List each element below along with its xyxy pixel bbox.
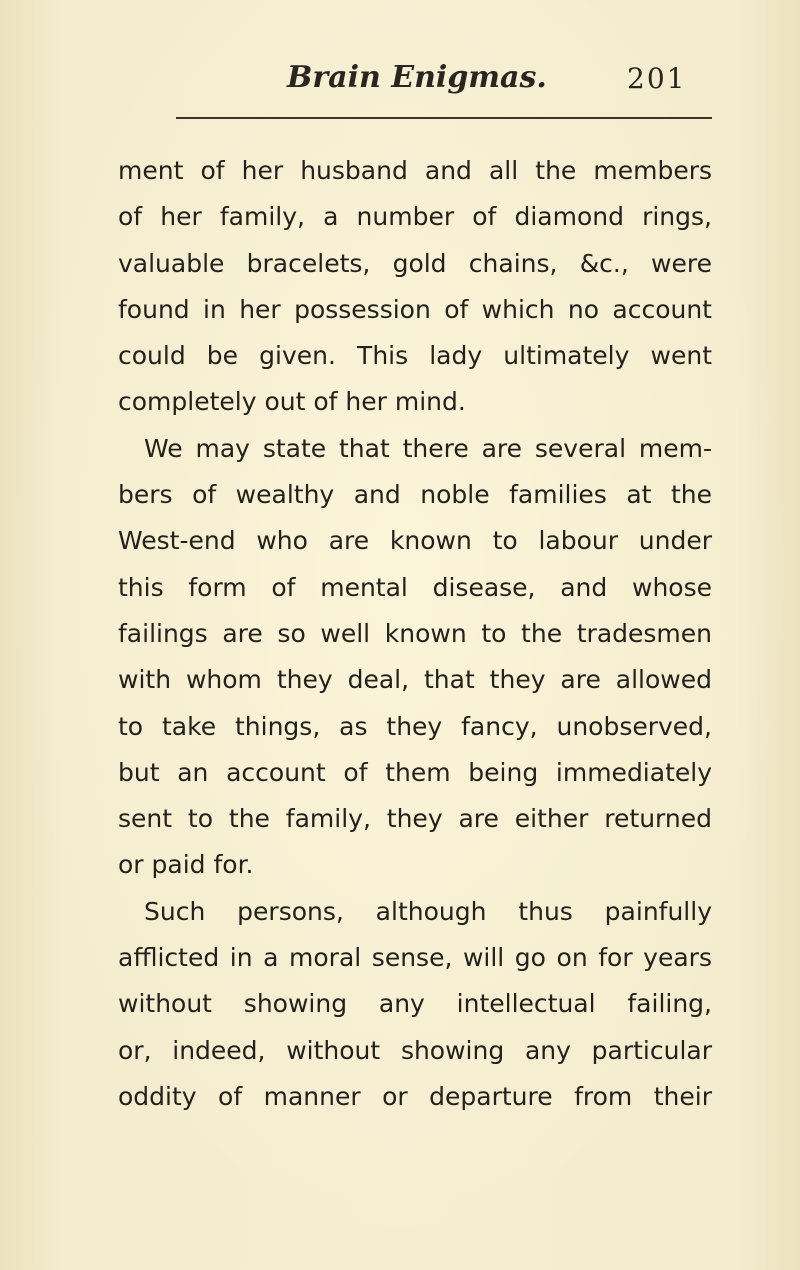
text-line: found in her possession of which no account [118, 294, 712, 324]
text-line: this form of mental disease, and whose [118, 572, 712, 602]
text-line: could be given. This lady ultimately went [118, 341, 712, 371]
running-title: Brain Enigmas. [287, 60, 547, 95]
text-line: ment of her husband and all the members [118, 156, 712, 185]
text-line: with whom they deal, that they are allowed [118, 665, 712, 695]
text-line: completely out of her mind. [118, 387, 466, 417]
text-line: without showing any intellectual failing, [118, 989, 712, 1019]
header-rule [176, 117, 712, 119]
text-line: oddity of manner or departure from their [118, 1081, 712, 1111]
text-line: failings are so well known to the tradesmen [118, 618, 712, 648]
text-line: bers of wealthy and noble families at the [118, 480, 712, 510]
body-text [118, 148, 712, 1120]
text-line: but an account of them being immediately [118, 757, 712, 787]
text-line: Such persons, although thus painfully [144, 896, 712, 926]
text-line: or, indeed, without showing any particular [118, 1035, 712, 1065]
text-line: sent to the family, they are either returned [118, 804, 712, 834]
text-line: West-end who are known to labour under [118, 526, 712, 556]
text-line: of her family, a number of diamond rings, [118, 202, 712, 232]
text-line: valuable bracelets, gold chains, &c., were [118, 248, 712, 278]
text-line: or paid for. [118, 850, 254, 880]
page-number: 201 [627, 62, 687, 95]
text-line: to take things, as they fancy, unobserved, [118, 711, 712, 741]
text-line: afflicted in a moral sense, will go on for years [118, 943, 712, 973]
running-head [0, 56, 800, 102]
text-line: We may state that there are several mem- [144, 433, 712, 463]
